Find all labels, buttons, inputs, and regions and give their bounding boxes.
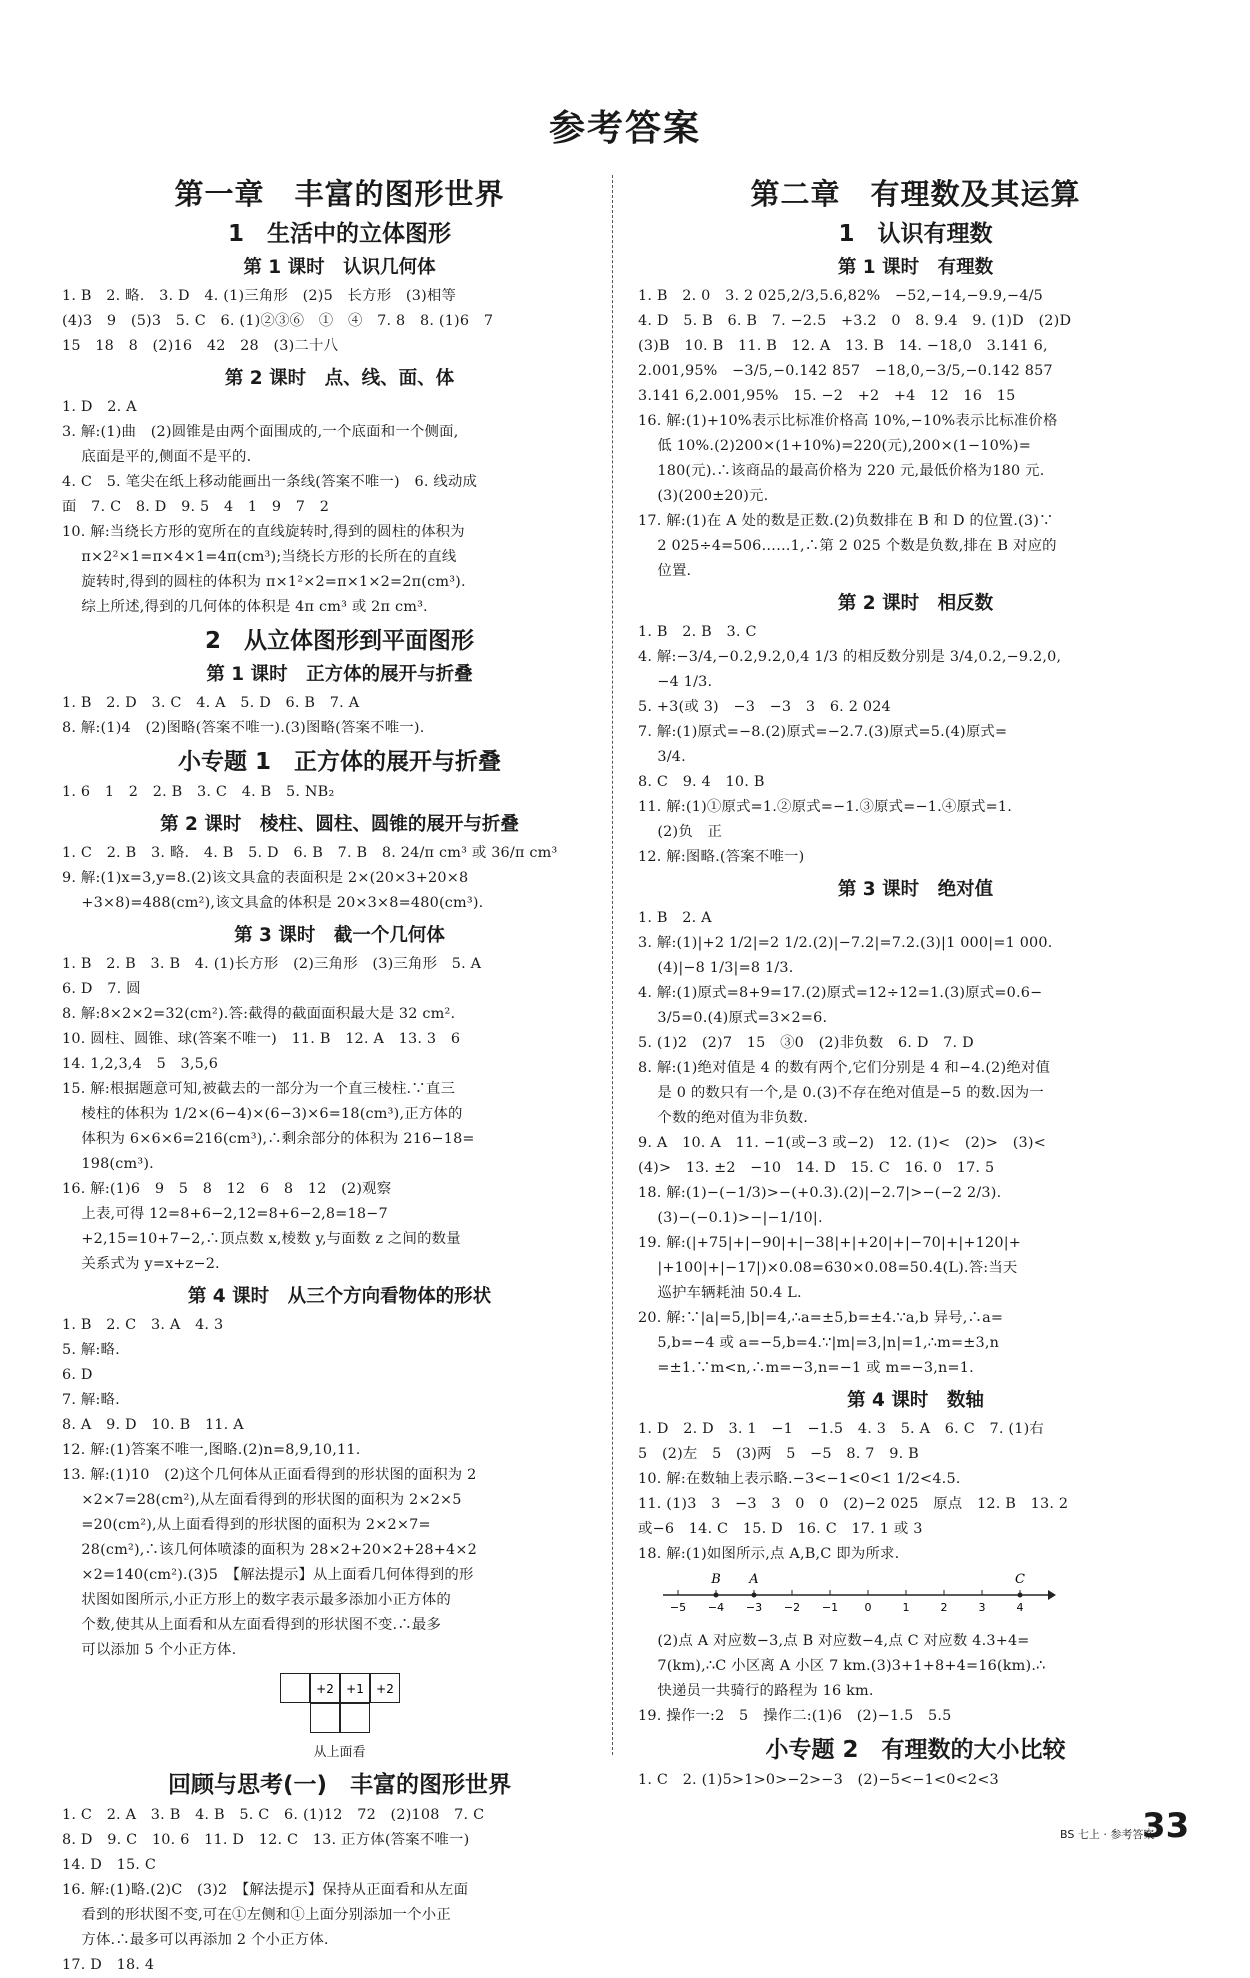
grid-label: +2 <box>375 1682 394 1696</box>
axis-tick-label: 1 <box>902 1601 910 1614</box>
answer-block: 1. B 2. B 3. B 4. (1)长方形 (2)三角形 (3)三角形 5. A 6. D 7. 圆 8. 解:8×2×2=32(cm²).答:截得的截面面积最大是 32 cm². 10. 圆柱、圆锥、球(答案不唯一) 11. B 12. A 13. 3 6 14. 1,2,3,4 5 3,5,6 15. 解:根据题意可知,被截去的一部分为一个直三棱柱.∵直三 棱柱的体积为 1/2×(6−4)×(6−3)×6=18(cm³),正方体的 体积为 6×6×6=216(cm³),∴剩余部分的体积为 216−18= 198(cm³). 16. 解:(1)6 9 5 8 12 6 8 12 (2)观察 上表,可得 12=8+6−2,12=8+6−2,8=18−7 +2,15=10+7−2,∴顶点数 x,棱数 y,与面数 z 之间的数量 关系式为 y=x+z−2. <box>62 956 482 1272</box>
axis-point-label: C <box>1015 1572 1025 1587</box>
number-line-figure <box>658 1569 1193 1625</box>
chapter-heading: 第一章 丰富的图形世界 <box>174 177 505 211</box>
grid-square <box>340 1704 369 1733</box>
lesson-heading: 第 3 课时 截一个几何体 <box>234 925 445 946</box>
top-view-grid <box>280 1673 400 1735</box>
number-line <box>658 1569 1058 1621</box>
figure-caption: 从上面看 <box>313 1745 366 1760</box>
answer-block: 1. B 2. B 3. C 4. 解:−3/4,−0.2,9.2,0,4 1/3 的相反数分别是 3/4,0.2,−9.2,0, −4 1/3. 5. +3(或 3) −3 −3 3 6. 2 024 7. 解:(1)原式=−8.(2)原式=−2.7.(3)原式=5.(4)原式= 3/4. 8. C 9. 4 10. B 11. 解:(1)①原式=1.②原式=−1.③原式=−1.④原式=1. (2)负 正 12. 解:图略.(答案不唯一) <box>638 624 1062 865</box>
axis-tick-label: −4 <box>707 1601 725 1614</box>
right-column <box>638 170 1193 1793</box>
lesson-heading: 第 2 课时 点、线、面、体 <box>224 368 455 389</box>
axis-arrow-icon <box>1048 1590 1056 1600</box>
lesson-heading: 第 3 课时 绝对值 <box>837 879 994 900</box>
lesson-heading: 第 4 课时 从三个方向看物体的形状 <box>187 1286 492 1307</box>
answer-block: 1. B 2. A 3. 解:(1)|+2 1/2|=2 1/2.(2)|−7.2|=7.2.(3)|1 000|=1 000. (4)|−8 1/3|=8 1/3. 4. 解:(1)原式=8+9=17.(2)原式=12÷12=1.(3)原式=0.6− 3/5=0.(4)原式=3×2=6. 5. (1)2 (2)7 15 ③0 (2)非负数 6. D 7. D 8. 解:(1)绝对值是 4 的数有两个,它们分别是 4 和−4.(2)绝对值 是 0 的数只有一个,是 0.(3)不存在绝对值是−5 的数.因为一 个数的绝对值为非负数. 9. A 10. A 11. −1(或−3 或−2) 12. (1)< (2)> (3)< (4)> 13. ±2 −10 14. D 15. C 16. 0 17. 5 18. 解:(1)−(−1/3)>−(+0.3).(2)|−2.7|>−(−2 2/3). (3)−(−0.1)>−|−1/10|. 19. 解:(|+75|+|−90|+|−38|+|+20|+|−70|+|+120|+ |+100|+|−17|)×0.08=630×0.08=50.4(L).答:当天 巡护车辆耗油 50.4 L. 20. 解:∵|a|=5,|b|=4,∴a=±5,b=±4.∵a,b 异号,∴a= 5,b=−4 或 a=−5,b=4.∵|m|=3,|n|=1,∴m=±3,n =±1.∵m<n,∴m=−3,n=−1 或 m=−3,n=1. <box>638 910 1053 1376</box>
section-heading: 回顾与思考(一) 丰富的图形世界 <box>167 1772 512 1798</box>
section-heading: 2 从立体图形到平面图形 <box>204 628 474 654</box>
axis-tick-label: −2 <box>783 1601 801 1614</box>
answer-block: 1. D 2. D 3. 1 −1 −1.5 4. 3 5. A 6. C 7. (1)右 5 (2)左 5 (3)两 5 −5 8. 7 9. B 10. 解:在数轴上表示略.−3<−1<0<1 1/2<4.5. 11. (1)3 3 −3 3 0 0 (2)−2 025 原点 12. B 13. 2 或−6 14. C 15. D 16. C 17. 1 或 3 18. 解:(1)如图所示,点 A,B,C 即为所求. <box>638 1421 1069 1562</box>
answer-block: 1. B 2. D 3. C 4. A 5. D 6. B 7. A 8. 解:(1)4 (2)图略(答案不唯一).(3)图略(答案不唯一). <box>62 695 425 736</box>
axis-point <box>1018 1593 1023 1598</box>
answer-block: 1. B 2. 0 3. 2 025,2/3,5.6,82% −52,−14,−9.9,−4/5 4. D 5. B 6. B 7. −2.5 +3.2 0 8. 9.4 9. (1)D (2)D (3)B 10. B 11. B 12. A 13. B 14. −18,0 3.141 6, 2.001,95% −3/5,−0.142 857 −18,0,−3/5,−0.142 857 3.141 6,2.001,95% 15. −2 +2 +4 12 16 15 16. 解:(1)+10%表示比标准价格高 10%,−10%表示比标准价格 低 10%.(2)200×(1+10%)=220(元),200×(1−10%)= 180(元).∴该商品的最高价格为 220 元,最低价格为180 元. (3)(200±20)元. 17. 解:(1)在 A 处的数是正数.(2)负数排在 B 和 D 的位置.(3)∵ 2 025÷4=506……1,∴第 2 025 个数是负数,排在 B 对应的 位置. <box>638 288 1072 579</box>
answer-block: (2)点 A 对应数−3,点 B 对应数−4,点 C 对应数 4.3+4= 7(km),∴C 小区离 A 小区 7 km.(3)3+1+8+4=16(km).∴ 快递员一共骑行的路程为 16 km. 19. 操作一:2 5 操作二:(1)6 (2)−1.5 5.5 <box>638 1633 1046 1724</box>
answer-block: 1. B 2. C 3. A 4. 3 5. 解:略. 6. D 7. 解:略. 8. A 9. D 10. B 11. A 12. 解:(1)答案不唯一,图略.(2)n=8,9,10,11. 13. 解:(1)10 (2)这个几何体从正面看得到的形状图的面积为 2 ×2×7=28(cm²),从左面看得到的形状图的面积为 2×2×5 =20(cm²),从上面看得到的形状图的面积为 2×2×7= 28(cm²),∴该几何体喷漆的面积为 28×2+20×2+28+4×2 ×2=140(cm²).(3)5 【解法提示】从上面看几何体得到的形 状图如图所示,小正方形上的数字表示最多添加小正方体的 个数,使其从上面看和从左面看得到的形状图不变.∴最多 可以添加 5 个小正方体. <box>62 1317 477 1658</box>
axis-point-label: B <box>711 1572 721 1587</box>
answer-block: 1. B 2. 略. 3. D 4. (1)三角形 (2)5 长方形 (3)相等 (4)3 9 (5)3 5. C 6. (1)②③⑥ ① ④ 7. 8 8. (1)6 7 15 18 8 (2)16 42 28 (3)二十八 <box>62 288 494 354</box>
lesson-heading: 第 1 课时 有理数 <box>837 257 994 278</box>
axis-point <box>714 1593 719 1598</box>
axis-tick-label: 3 <box>978 1601 986 1614</box>
section-heading: 小专题 1 正方体的展开与折叠 <box>177 749 501 775</box>
answer-block: 1. C 2. B 3. 略. 4. B 5. D 6. B 7. B 8. 24/π cm³ 或 36/π cm³ 9. 解:(1)x=3,y=8.(2)该文具盒的表面积是 2×(20×3+20×8 +3×8)=488(cm²),该文具盒的体积是 20×3×8=480(cm³). <box>62 845 558 911</box>
answer-block: 1. C 2. A 3. B 4. B 5. C 6. (1)12 72 (2)108 7. C 8. D 9. C 10. 6 11. D 12. C 13. 正方体(答案不唯一) 14. D 15. C 16. 解:(1)略.(2)C (3)2 【解法提示】保持从正面看和从左面 看到的形状图不变,可在①左侧和①上面分别添加一个小正 方体.∴最多可以再添加 2 个小正方体. 17. D 18. 4 <box>62 1807 485 1973</box>
axis-tick-label: 4 <box>1016 1601 1024 1614</box>
top-view-figure <box>275 1673 405 1760</box>
grid-square <box>310 1704 339 1733</box>
left-column <box>62 170 617 1978</box>
lesson-heading: 第 4 课时 数轴 <box>847 1390 984 1411</box>
lesson-heading: 第 1 课时 认识几何体 <box>243 257 436 278</box>
section-heading: 小专题 2 有理数的大小比较 <box>765 1737 1066 1763</box>
footer-label: BS 七上 · 参考答案 <box>1060 1828 1155 1841</box>
axis-tick-label: 2 <box>940 1601 948 1614</box>
page-number: 33 <box>1142 1806 1190 1846</box>
section-heading: 1 生活中的立体图形 <box>227 221 451 247</box>
page-title: 参考答案 <box>548 108 701 149</box>
chapter-heading: 第二章 有理数及其运算 <box>750 177 1081 211</box>
grid-square <box>280 1674 309 1703</box>
answer-block: 1. 6 1 2 2. B 3. C 4. B 5. NB₂ <box>62 784 335 800</box>
axis-tick-label: −3 <box>745 1601 763 1614</box>
lesson-heading: 第 1 课时 正方体的展开与折叠 <box>206 664 473 685</box>
lesson-heading: 第 2 课时 相反数 <box>837 593 994 614</box>
axis-tick-label: 0 <box>864 1601 872 1614</box>
grid-label: +1 <box>345 1682 364 1696</box>
axis-tick-label: −5 <box>669 1601 687 1614</box>
axis-point <box>752 1593 757 1598</box>
axis-tick-label: −1 <box>821 1601 839 1614</box>
section-heading: 1 认识有理数 <box>838 221 993 247</box>
axis-point-label: A <box>749 1572 759 1587</box>
lesson-heading: 第 2 课时 棱柱、圆柱、圆锥的展开与折叠 <box>160 814 519 835</box>
answer-block: 1. D 2. A 3. 解:(1)曲 (2)圆锥是由两个面围成的,一个底面和一个侧面, 底面是平的,侧面不是平的. 4. C 5. 笔尖在纸上移动能画出一条线(答案不唯一) 6. 线动成 面 7. C 8. D 9. 5 4 1 9 7 2 10. 解:当绕长方形的宽所在的直线旋转时,得到的圆柱的体积为 π×2²×1=π×4×1=4π(cm³);当绕长方形的长所在的直线 旋转时,得到的圆柱的体积为 π×1²×2=π×1×2=2π(cm³). 综上所述,得到的几何体的体积是 4π cm³ 或 2π cm³. <box>62 399 478 615</box>
answer-block: 1. C 2. (1)5>1>0>−2>−3 (2)−5<−1<0<2<3 <box>638 1772 999 1788</box>
grid-label: +2 <box>315 1682 334 1696</box>
